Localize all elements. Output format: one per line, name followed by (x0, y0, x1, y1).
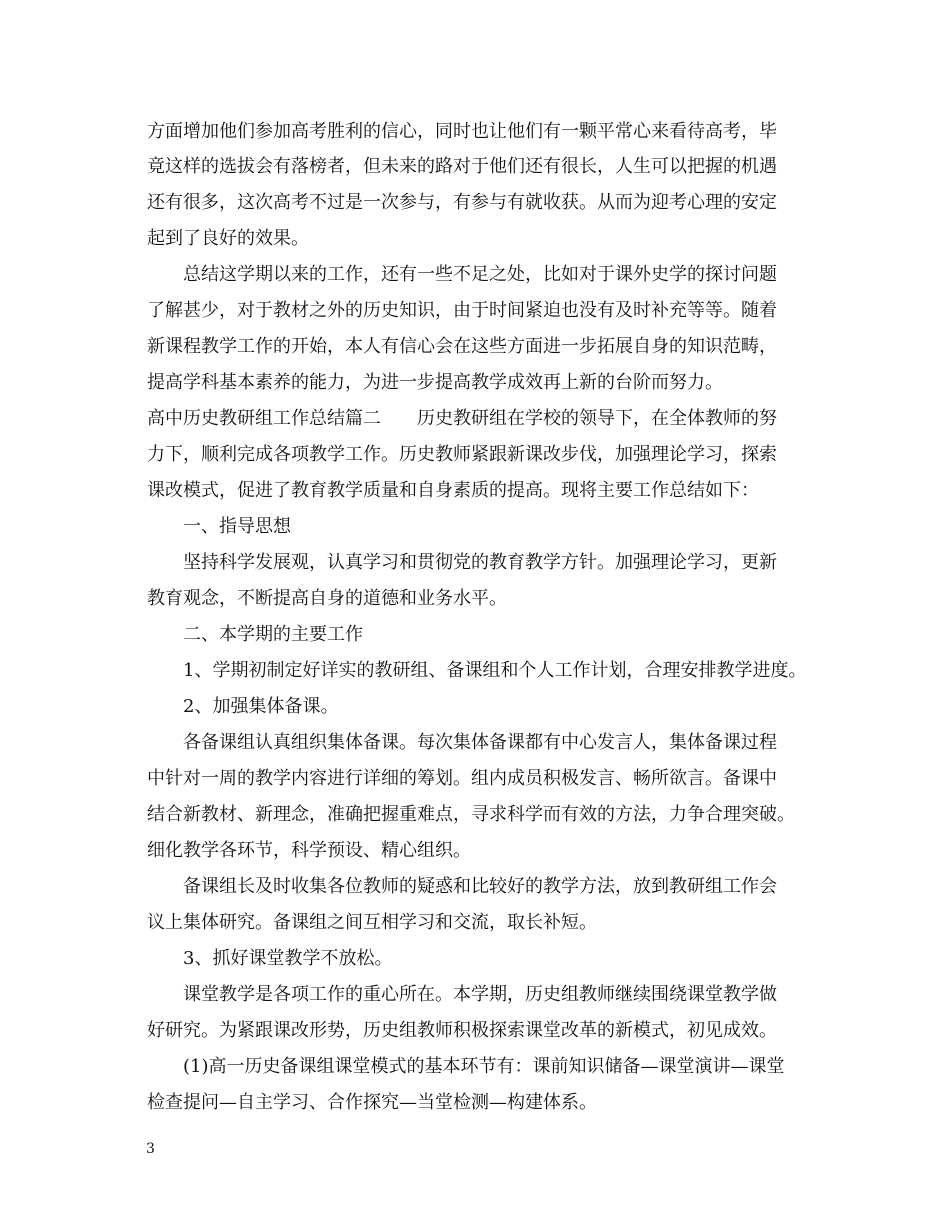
text-line: 坚持科学发展观，认真学习和贯彻党的教育教学方针。加强理论学习，更新 (183, 552, 777, 573)
text-line: 新课程教学工作的开始，本人有信心会在这些方面进一步拓展自身的知识范畴， (147, 336, 777, 357)
text-line: 各备课组认真组织集体备课。每次集体备课都有中心发言人，集体备课过程 (183, 732, 777, 753)
text-line: 结合新教材、新理念，准确把握重难点，寻求科学而有效的方法，力争合理突破。 (147, 804, 795, 825)
text-line: 了解甚少，对于教材之外的历史知识，由于时间紧迫也没有及时补充等等。随着 (147, 300, 777, 321)
text-line: 还有很多，这次高考不过是一次参与，有参与有就收获。从而为迎考心理的安定 (147, 192, 777, 213)
list-item: 3、抓好课堂教学不放松。 (183, 948, 393, 969)
text-line: 起到了良好的效果。 (147, 228, 309, 249)
text-line: 方面增加他们参加高考胜利的信心，同时也让他们有一颗平常心来看待高考，毕 (147, 121, 777, 142)
text-line: 提高学科基本素养的能力，为进一步提高教学成效再上新的台阶而努力。 (147, 372, 723, 393)
text-line: (1)高一历史备课组课堂模式的基本环节有：课前知识储备—课堂演讲—课堂 (183, 1056, 785, 1077)
text-line: 备课组长及时收集各位教师的疑惑和比较好的教学方法，放到教研组工作会 (183, 876, 777, 897)
text-line: 细化教学各环节，科学预设、精心组织。 (147, 840, 471, 861)
heading-guiding-idea: 一、指导思想 (183, 516, 291, 537)
list-item: 2、加强集体备课。 (183, 696, 339, 717)
text-line: 议上集体研究。备课组之间互相学习和交流，取长补短。 (147, 912, 597, 933)
heading-main-work: 二、本学期的主要工作 (183, 624, 363, 645)
text-line: 好研究。为紧跟课改形势，历史组教师积极探索课堂改革的新模式，初见成效。 (147, 1020, 777, 1041)
text-line: 课改模式，促进了教育教学质量和自身素质的提高。现将主要工作总结如下： (147, 480, 759, 501)
list-item: 1、学期初制定好详实的教研组、备课组和个人工作计划，合理安排教学进度。 (183, 660, 807, 681)
text-line: 中针对一周的教学内容进行详细的筹划。组内成员积极发言、畅所欲言。备课中 (147, 768, 777, 789)
text-line: 课堂教学是各项工作的重心所在。本学期，历史组教师继续围绕课堂教学做 (183, 984, 777, 1005)
text-line: 教育观念，不断提高自身的道德和业务水平。 (147, 588, 507, 609)
text-line: 总结这学期以来的工作，还有一些不足之处，比如对于课外史学的探讨问题 (183, 264, 777, 285)
section-title-line: 高中历史教研组工作总结篇二 历史教研组在学校的领导下，在全体教师的努 (147, 408, 777, 429)
text-line: 力下，顺利完成各项教学工作。历史教师紧跟新课改步伐，加强理论学习，探索 (147, 444, 777, 465)
text-line: 竟这样的选拔会有落榜者，但未来的路对于他们还有很长，人生可以把握的机遇 (147, 156, 777, 177)
page-number: 3 (146, 1141, 155, 1157)
text-line: 检查提问—自主学习、合作探究—当堂检测—构建体系。 (147, 1092, 597, 1113)
